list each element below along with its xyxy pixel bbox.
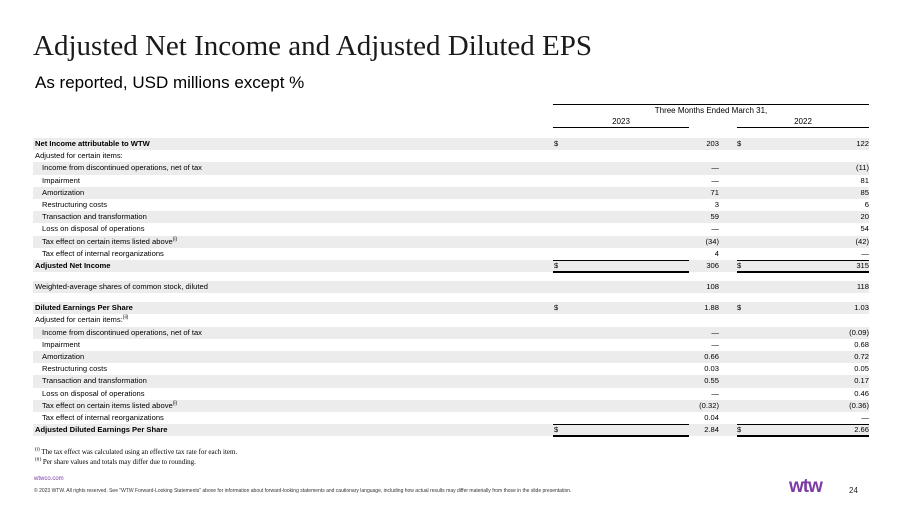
row-label-text: Impairment (42, 339, 80, 349)
page-subtitle: As reported, USD millions except % (35, 73, 305, 92)
footnote-2-text: Per share values and totals may differ due to rounding. (41, 458, 196, 466)
value-2023: — (711, 339, 719, 349)
row-label-text: Transaction and transformation (42, 376, 147, 386)
row-label (35, 150, 123, 162)
value-2023: 306 (706, 260, 719, 270)
value-2022: 0.05 (854, 364, 869, 374)
row-label-text: Adjusted for certain items: (35, 151, 123, 161)
row-label-text: Adjusted Diluted Earnings Per Share (35, 425, 168, 435)
row-label (42, 175, 80, 187)
currency-2022: $ (737, 139, 742, 148)
value-2023: (0.32) (699, 400, 719, 410)
value-2022: — (861, 248, 869, 258)
row-label (42, 211, 147, 223)
table-row (33, 302, 869, 314)
row-label-text: Restructuring costs (42, 199, 107, 209)
subtotal-rule (553, 424, 689, 425)
value-2023: 0.03 (704, 364, 719, 374)
header-top-rule (553, 104, 869, 105)
value-2023: — (711, 175, 719, 185)
value-2023: — (711, 327, 719, 337)
total-double-rule (737, 434, 869, 437)
value-2022: 1.03 (854, 303, 869, 313)
value-2023: — (711, 388, 719, 398)
table-row (33, 236, 869, 248)
value-2022: 85 (860, 187, 869, 197)
value-2023: 71 (710, 187, 719, 197)
row-label (35, 281, 208, 293)
value-2023: 0.55 (704, 376, 719, 386)
value-2023: 4 (714, 248, 719, 258)
table-row (33, 327, 869, 339)
row-label (42, 248, 164, 260)
value-2022: (0.36) (849, 400, 869, 410)
currency-2022: $ (737, 425, 742, 435)
table-row (33, 281, 869, 293)
header-year-2022: 2022 (794, 117, 812, 126)
value-2022: (0.09) (849, 327, 869, 337)
total-row (33, 424, 869, 436)
value-2023: 1.88 (704, 303, 719, 313)
row-label (42, 400, 177, 412)
total-row (33, 260, 869, 272)
table-row (33, 199, 869, 211)
row-label-text: Amortization (42, 352, 85, 361)
row-label (42, 236, 177, 248)
value-2023: (34) (705, 236, 719, 246)
value-2022: 315 (856, 260, 869, 270)
row-label-text: Tax effect of internal reorganizations (42, 248, 164, 258)
row-label-text: Amortization (42, 187, 85, 197)
row-label-text: Net Income attributable to WTW (35, 139, 150, 148)
footnote-2 (35, 458, 196, 466)
wtw-logo-text: wtw (789, 476, 822, 496)
page-title: Adjusted Net Income and Adjusted Diluted EPS (33, 30, 592, 62)
table-row (33, 187, 869, 199)
row-label (42, 388, 145, 400)
currency-2022: $ (737, 303, 742, 313)
subtotal-rule (737, 424, 869, 425)
row-label (42, 327, 202, 339)
value-2022: 0.68 (854, 339, 869, 349)
footnote-marker: (ii) (122, 314, 129, 321)
currency-2023: $ (554, 303, 559, 313)
currency-2023: $ (554, 139, 559, 148)
table-row (33, 351, 869, 363)
table-row (33, 412, 869, 424)
row-label (42, 363, 107, 375)
website-link[interactable]: wtwco.com (34, 476, 64, 482)
table-row (33, 162, 869, 174)
row-label-text: Tax effect on certain items listed above (42, 400, 173, 410)
value-2023: 59 (710, 212, 719, 222)
table-row (33, 339, 869, 351)
value-2022: 20 (860, 212, 869, 222)
header-year-2022-underline (737, 127, 869, 128)
value-2022: 122 (856, 139, 869, 148)
row-label (35, 302, 133, 314)
row-label-text: Adjusted for certain items: (35, 315, 123, 325)
subtotal-rule (553, 260, 689, 261)
header-period: Three Months Ended March 31, (654, 106, 768, 115)
value-2022: 0.17 (854, 376, 869, 386)
row-label-text: Impairment (42, 175, 80, 185)
table-row (33, 400, 869, 412)
value-2022: — (861, 412, 869, 422)
row-label (42, 199, 107, 211)
footnote-2-marker: (ii) (35, 457, 42, 463)
value-2022: 6 (864, 199, 869, 209)
currency-2023: $ (554, 425, 559, 435)
value-2023: 2.84 (704, 425, 719, 435)
row-label (42, 223, 145, 235)
value-2022: 0.72 (854, 352, 869, 361)
row-label (42, 187, 84, 199)
footnote-1-text: The tax effect was calculated using an effective tax rate for each item. (39, 448, 238, 456)
value-2022: 118 (856, 282, 869, 292)
row-label-text: Tax effect on certain items listed above (42, 236, 173, 246)
table-row (33, 175, 869, 187)
financial-table (33, 138, 869, 436)
value-2022: (42) (855, 236, 869, 246)
value-2022: 81 (860, 175, 869, 185)
value-2023: — (711, 224, 719, 234)
value-2023: 0.66 (704, 352, 719, 361)
value-2023: — (711, 163, 719, 173)
header-year-2023: 2023 (612, 117, 630, 126)
table-row (33, 388, 869, 400)
row-label (35, 314, 128, 326)
footnote-marker: (i) (172, 235, 178, 242)
table-row (33, 211, 869, 223)
copyright-text: © 2023 WTW. All rights reserved. See "WTW Forward-Looking Statements" above for information about forward-looking statements and cautionary language, including how actual results may differ materially from those in the slide presentation. (34, 488, 572, 494)
currency-2022: $ (737, 260, 742, 270)
value-2022: (11) (856, 163, 869, 173)
row-label-text: Weighted-average shares of common stock, diluted (35, 282, 208, 292)
table-row (33, 223, 869, 235)
value-2022: 0.46 (854, 388, 869, 398)
row-label-text: Restructuring costs (42, 364, 107, 374)
row-label-text: Adjusted Net Income (35, 260, 111, 270)
table-row (33, 150, 869, 162)
footnote-marker: (i) (172, 400, 178, 407)
table-row (33, 363, 869, 375)
subtotal-rule (737, 260, 869, 261)
row-label (42, 351, 84, 363)
value-2023: 3 (714, 199, 719, 209)
row-label-text: Tax effect of internal reorganizations (42, 412, 164, 422)
page-number: 24 (849, 486, 858, 495)
footnote-1-marker: (i) (35, 447, 40, 453)
row-label (42, 412, 164, 424)
row-label (42, 339, 80, 351)
wtw-logo (789, 476, 829, 496)
table-row (33, 138, 869, 150)
header-year-2023-underline (553, 127, 689, 128)
value-2023: 0.04 (704, 412, 719, 422)
total-double-rule (553, 434, 689, 437)
value-2023: 203 (706, 139, 719, 148)
row-label (42, 162, 202, 174)
table-row (33, 314, 869, 326)
row-label-text: Loss on disposal of operations (42, 388, 145, 398)
row-label-text: Income from discontinued operations, net of tax (42, 327, 202, 337)
currency-2023: $ (554, 260, 559, 270)
row-label-text: Diluted Earnings Per Share (35, 303, 133, 313)
spacer-row (33, 293, 869, 302)
row-label (35, 138, 150, 150)
row-label-text: Income from discontinued operations, net of tax (42, 163, 202, 173)
value-2023: 108 (706, 282, 719, 292)
spacer-row (33, 272, 869, 281)
value-2022: 2.66 (854, 425, 869, 435)
row-label (35, 424, 168, 436)
row-label (35, 260, 111, 272)
table-row (33, 248, 869, 260)
row-label (42, 375, 147, 387)
row-label-text: Loss on disposal of operations (42, 224, 145, 234)
value-2022: 54 (860, 224, 869, 234)
table-row (33, 375, 869, 387)
row-label-text: Transaction and transformation (42, 212, 147, 222)
footnote-1 (35, 448, 237, 456)
